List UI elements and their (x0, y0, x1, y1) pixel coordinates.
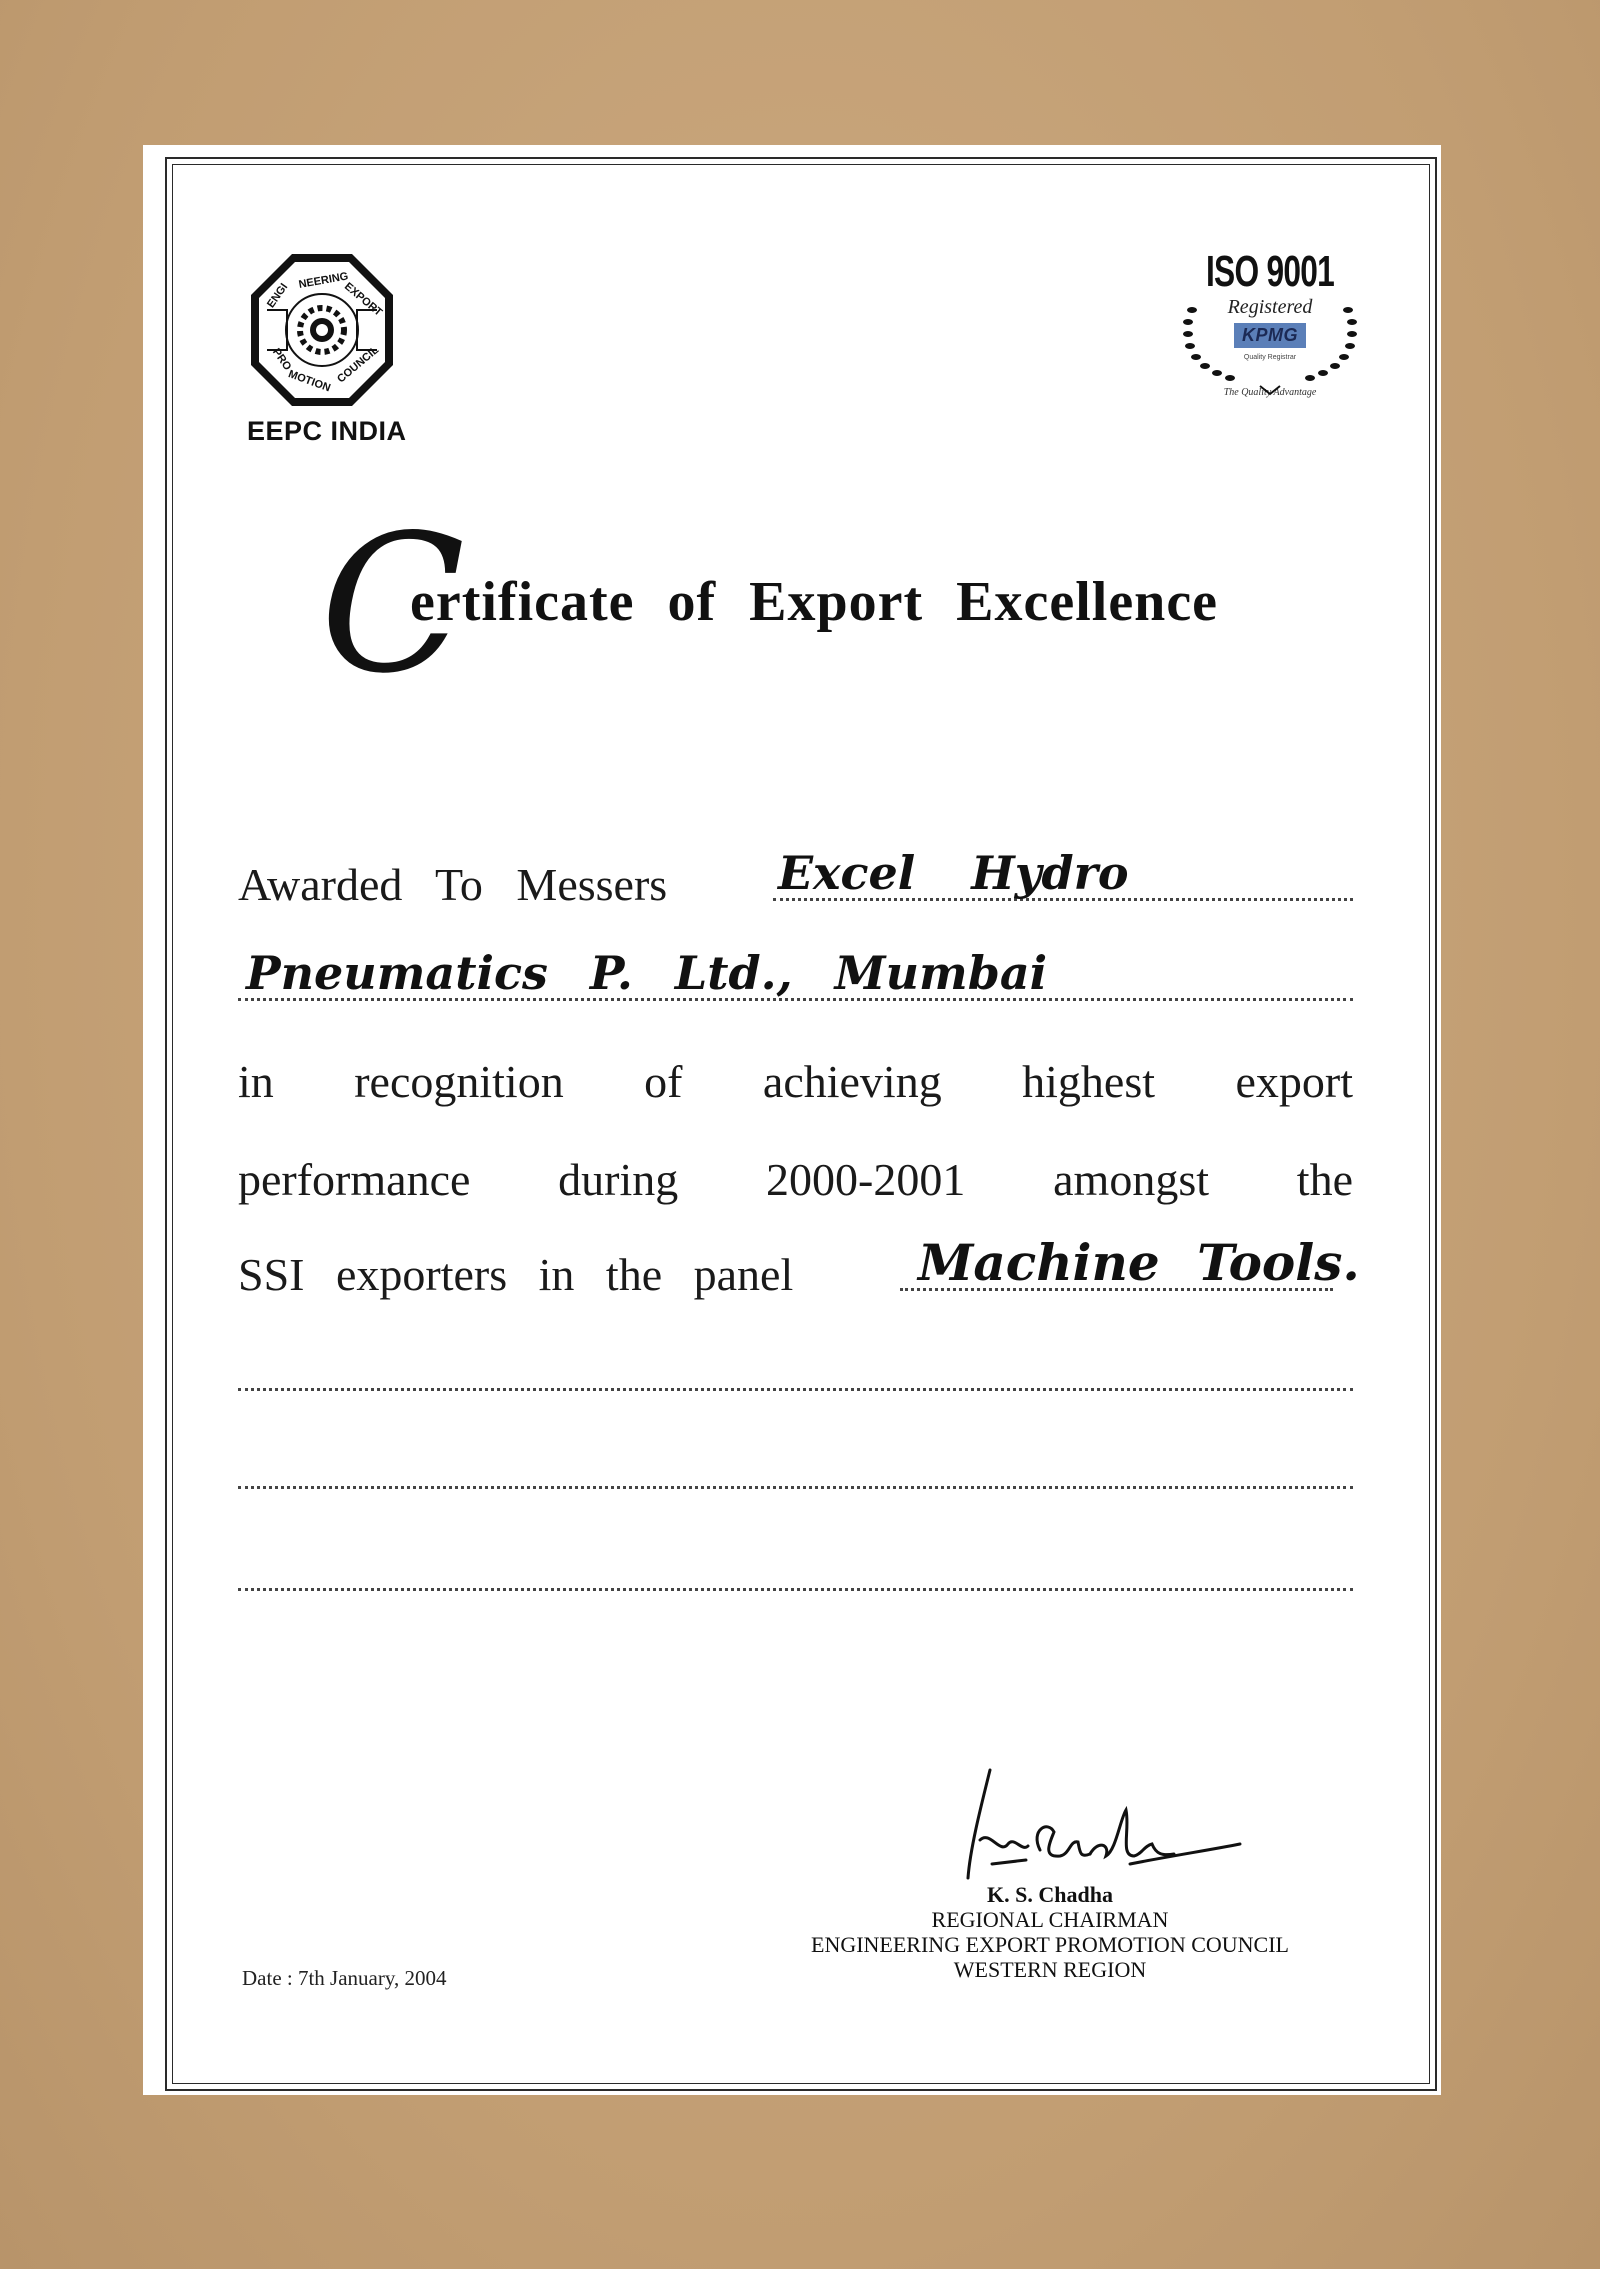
signatory-name: K. S. Chadha (987, 1882, 1113, 1907)
panel-line (238, 1233, 1360, 1305)
signatory-block (745, 1882, 1355, 1982)
recognition-line: in recognition of achieving highest export (238, 1056, 1353, 1107)
signatory-title: REGIONAL CHAIRMAN (931, 1907, 1169, 1932)
title-ornate-initial: C (320, 494, 466, 715)
svg-text:PRO: PRO (269, 346, 294, 373)
handwritten-signature (930, 1760, 1250, 1890)
company-name-continued-handwritten: Pneumatics P. Ltd., Mumbai (246, 946, 1048, 1000)
iso-title: ISO 9001 (1205, 247, 1335, 296)
svg-text:COUNCIL: COUNCIL (335, 344, 382, 386)
blank-line-3 (238, 1588, 1353, 1591)
svg-text:EXPORT: EXPORT (342, 280, 385, 319)
panel-handwritten: Machine Tools. (918, 1233, 1360, 1292)
iso-registrar: Quality Registrar (1243, 354, 1297, 361)
iso-tagline: The Quality Advantage (1223, 387, 1317, 398)
kpmg-badge: KPMG (1234, 323, 1306, 348)
company-name-handwritten: Excel Hydro (778, 846, 1129, 900)
eepc-logo (247, 250, 407, 447)
blank-line-2 (238, 1486, 1353, 1489)
svg-text:MOTION: MOTION (286, 368, 333, 395)
signatory-region: WESTERN REGION (953, 1957, 1147, 1982)
iso-9001-logo (1170, 247, 1370, 398)
awarded-to-label: Awarded To Messers (238, 859, 668, 910)
iso-registered: Registered (1227, 296, 1313, 318)
svg-text:NEERING: NEERING (297, 270, 350, 291)
eepc-seal-icon (247, 250, 397, 410)
eepc-name: EEPC INDIA (247, 416, 407, 446)
certificate-date: Date : 7th January, 2004 (242, 1966, 447, 1990)
signatory-organization: ENGINEERING EXPORT PROMOTION COUNCIL (811, 1932, 1289, 1957)
blank-line-1 (238, 1388, 1353, 1391)
title-text: ertificate of Export Excellence (410, 571, 1219, 633)
performance-line: performance during 2000-2001 amongst the (238, 1154, 1353, 1205)
certificate-title (320, 494, 1420, 715)
panel-label: SSI exporters in the panel (238, 1249, 794, 1300)
laurel-wreath-icon (1170, 290, 1370, 400)
svg-text:ENGI: ENGI (265, 281, 291, 311)
awarded-line (238, 846, 1353, 915)
company-line (238, 946, 1353, 1015)
